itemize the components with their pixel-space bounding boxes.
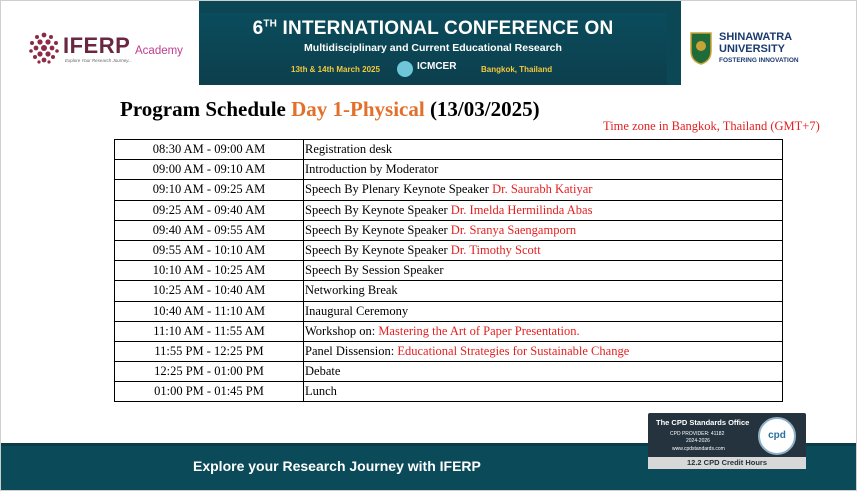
- activity-label: Inaugural Ceremony: [305, 303, 409, 318]
- schedule-time: 09:00 AM - 09:10 AM: [115, 160, 304, 180]
- schedule-time: 10:25 AM - 10:40 AM: [115, 281, 304, 301]
- schedule-row: [115, 240, 783, 260]
- schedule-activity: [304, 261, 783, 281]
- schedule-time: 09:40 AM - 09:55 AM: [115, 220, 304, 240]
- university-name-1: SHINAWATRA: [719, 31, 793, 43]
- schedule-row: [115, 160, 783, 180]
- schedule-activity: [304, 160, 783, 180]
- schedule-activity: [304, 220, 783, 240]
- activity-label: Speech By Keynote Speaker: [305, 202, 451, 217]
- cpd-years: 2024-2026: [686, 438, 710, 444]
- cpd-credits-bar: [648, 457, 806, 469]
- iferp-dots-icon: [27, 31, 61, 65]
- schedule-table: [114, 139, 783, 402]
- activity-label: Introduction by Moderator: [305, 162, 439, 177]
- activity-label: Speech By Keynote Speaker: [305, 222, 451, 237]
- schedule-activity: [304, 180, 783, 200]
- icmcer-logo-icon: [397, 61, 413, 77]
- schedule-time: 09:10 AM - 09:25 AM: [115, 180, 304, 200]
- cpd-seal-icon: cpd: [758, 417, 796, 455]
- schedule-row: [115, 140, 783, 160]
- activity-label: Speech By Keynote Speaker: [305, 243, 451, 258]
- schedule-time: 09:55 AM - 10:10 AM: [115, 240, 304, 260]
- banner-place: Bangkok, Thailand: [481, 65, 553, 74]
- page-title: Program Schedule Day 1-Physical (13/03/2025): [120, 97, 540, 121]
- banner-title: 6TH INTERNATIONAL CONFERENCE ON: [252, 18, 614, 39]
- activity-label: Registration desk: [305, 142, 393, 157]
- schedule-time: 10:40 AM - 11:10 AM: [115, 301, 304, 321]
- schedule-row: [115, 321, 783, 341]
- activity-label: Workshop on:: [305, 323, 379, 338]
- schedule-row: [115, 220, 783, 240]
- schedule-activity: [304, 382, 783, 402]
- schedule-row: [115, 382, 783, 402]
- schedule-time: 08:30 AM - 09:00 AM: [115, 140, 304, 160]
- activity-label: Networking Break: [305, 283, 398, 298]
- schedule-activity: [304, 140, 783, 160]
- header: [1, 1, 856, 85]
- schedule-row: [115, 341, 783, 361]
- cpd-badge-panel: [648, 413, 806, 469]
- iferp-logo: [27, 31, 202, 71]
- activity-label: Speech By Plenary Keynote Speaker: [305, 182, 493, 197]
- schedule-activity: [304, 200, 783, 220]
- activity-speaker: Educational Strategies for Sustainable Change: [397, 343, 630, 358]
- cpd-provider: CPD PROVIDER: 41182: [670, 431, 725, 437]
- banner-flap: [199, 1, 667, 13]
- conference-banner: [199, 13, 667, 85]
- schedule-time: 09:25 AM - 09:40 AM: [115, 200, 304, 220]
- iferp-academy: Academy: [135, 45, 183, 57]
- schedule-row: [115, 180, 783, 200]
- activity-speaker: Mastering the Art of Paper Presentation.: [378, 323, 580, 338]
- activity-speaker: Dr. Sranya Saengamporn: [450, 222, 577, 237]
- schedule-time: 12:25 PM - 01:00 PM: [115, 362, 304, 382]
- university-crest-icon: [689, 31, 713, 65]
- cpd-office: The CPD Standards Office: [656, 418, 750, 427]
- schedule-activity: [304, 321, 783, 341]
- schedule-time: 01:00 PM - 01:45 PM: [115, 382, 304, 402]
- activity-speaker: Dr. Timothy Scott: [450, 243, 541, 258]
- schedule-time: 11:10 AM - 11:55 AM: [115, 321, 304, 341]
- banner-edge: [667, 1, 681, 85]
- iferp-name: IFERP: [63, 33, 131, 58]
- schedule-time: 11:55 PM - 12:25 PM: [115, 341, 304, 361]
- footer-text: Explore your Research Journey with IFERP: [193, 458, 481, 474]
- university-tagline: FOSTERING INNOVATION: [719, 57, 799, 64]
- schedule-time: 10:10 AM - 10:25 AM: [115, 261, 304, 281]
- schedule-activity: [304, 281, 783, 301]
- timezone-note: Time zone in Bangkok, Thailand (GMT+7): [603, 119, 820, 133]
- activity-label: Panel Dissension:: [305, 343, 398, 358]
- activity-speaker: Dr. Saurabh Katiyar: [492, 182, 593, 197]
- activity-label: Lunch: [305, 384, 337, 399]
- banner-subtitle: Multidisciplinary and Current Educational Research: [304, 42, 562, 54]
- schedule-row: [115, 200, 783, 220]
- title-day: Day 1-Physical: [291, 97, 425, 121]
- university-logo: [689, 29, 829, 69]
- schedule-activity: [304, 341, 783, 361]
- activity-label: Speech By Session Speaker: [305, 263, 444, 278]
- activity-speaker: Dr. Imelda Hermilinda Abas: [450, 202, 593, 217]
- schedule-activity: [304, 301, 783, 321]
- cpd-credits: 12.2 CPD Credit Hours: [686, 458, 768, 467]
- banner-date: 13th & 14th March 2025: [291, 65, 380, 74]
- activity-label: Debate: [305, 364, 341, 379]
- iferp-tagline: Explore Your Research Journey...: [65, 58, 132, 63]
- banner-org: ICMCER: [417, 61, 457, 72]
- cpd-site: www.cpdstandards.com: [672, 446, 725, 452]
- schedule-row: [115, 301, 783, 321]
- university-name-2: UNIVERSITY: [719, 43, 786, 55]
- schedule-activity: [304, 362, 783, 382]
- schedule-activity: [304, 240, 783, 260]
- schedule-row: [115, 362, 783, 382]
- schedule-row: [115, 281, 783, 301]
- schedule-row: [115, 261, 783, 281]
